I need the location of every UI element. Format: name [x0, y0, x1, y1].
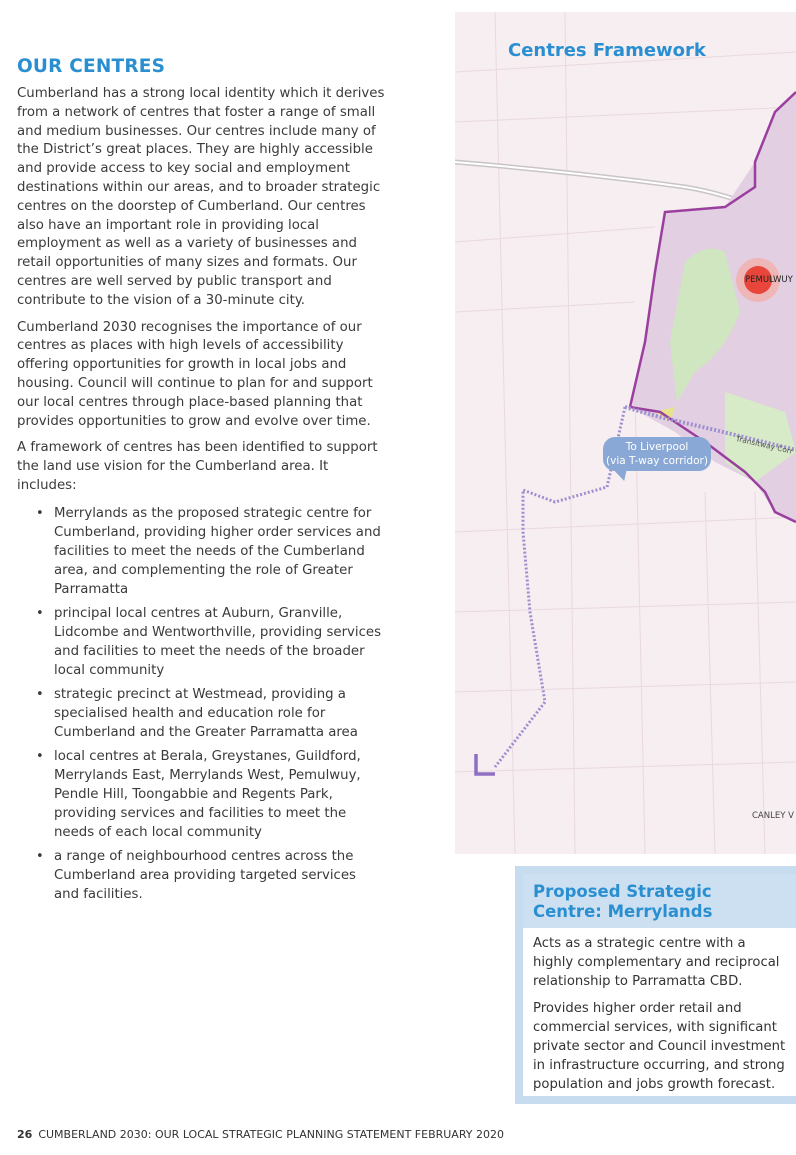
list-item: • principal local centres at Auburn, Granville, Lidcombe and Wentworthville, providing services and facilities to meet the needs of the broader local community	[36, 605, 382, 678]
footer-title: CUMBERLAND 2030: OUR LOCAL STRATEGIC PLANNING STATEMENT FEBRUARY 2020	[38, 1128, 504, 1141]
info-box-paragraph: Provides higher order retail and commercial services, with significant private sector and Council investment in infrastructure occurring, and strong population and jobs growth forecast.	[533, 1001, 786, 1092]
bullet-icon: •	[36, 505, 44, 521]
transitway-label: Transitway Corr	[734, 434, 794, 456]
list-item: • Merrylands as the proposed strategic centre for Cumberland, providing higher order services and facilities to meet the needs of the Cumberland area, and complementing the role of Greater Parramatta	[36, 505, 381, 597]
list-item: • a range of neighbourhood centres across the Cumberland area providing targeted services and facilities.	[36, 848, 356, 902]
centres-framework-map	[455, 12, 796, 854]
page-footer	[17, 1128, 504, 1141]
info-box-paragraph: Acts as a strategic centre with a highly complementary and reciprocal relationship to Parramatta CBD.	[533, 936, 780, 989]
page-number: 26	[17, 1128, 33, 1141]
map-title: Centres Framework	[508, 40, 706, 61]
bullet-icon: •	[36, 848, 44, 864]
liverpool-callout: To Liverpool (via T-way corridor)	[603, 437, 711, 471]
info-box-title: Proposed Strategic Centre: Merrylands	[533, 882, 713, 921]
strategic-centre-info-box	[515, 866, 796, 1104]
pemulwuy-label: PEMULWUY	[745, 275, 793, 285]
intro-paragraph: Cumberland has a strong local identity which it derives from a network of centres that foster a range of small and medium businesses. Our centres include many of the District’s great places. They are highly accessible and provide access to key social and employment destinations within our areas, and to broader strategic centres on the doorstep of Cumberland. Our centres also have an important role in providing local employment as well as a variety of businesses and retail opportunities of many sizes and formats. Our centres are well served by public transport and contribute to the vision of a 30-minute city.	[17, 86, 385, 308]
list-item: • strategic precinct at Westmead, providing a specialised health and education role for Cumberland and the Greater Parramatta area	[36, 686, 358, 740]
map-graphic	[455, 12, 796, 854]
centres-bullet-list	[17, 504, 385, 904]
bullet-icon: •	[36, 686, 44, 702]
section-heading: OUR CENTRES	[17, 56, 166, 77]
canley-vale-label: CANLEY V	[752, 811, 794, 821]
bullet-icon: •	[36, 748, 44, 764]
framework-paragraph: A framework of centres has been identified to support the land use vision for the Cumberland area. It includes:	[17, 440, 378, 493]
main-text-column	[17, 56, 385, 909]
recognition-paragraph: Cumberland 2030 recognises the importance of our centres as places with high levels of accessibility offering opportunities for growth in local jobs and housing. Council will continue to plan for and support our local centres through place-based planning that provides opportunities to grow and evolve over time.	[17, 319, 373, 429]
list-item: • local centres at Berala, Greystanes, Guildford, Merrylands East, Merrylands West, Pemulwuy, Pendle Hill, Toongabbie and Regents Park, providing services and facilities to meet the needs of each local community	[36, 748, 361, 840]
bullet-icon: •	[36, 605, 44, 621]
